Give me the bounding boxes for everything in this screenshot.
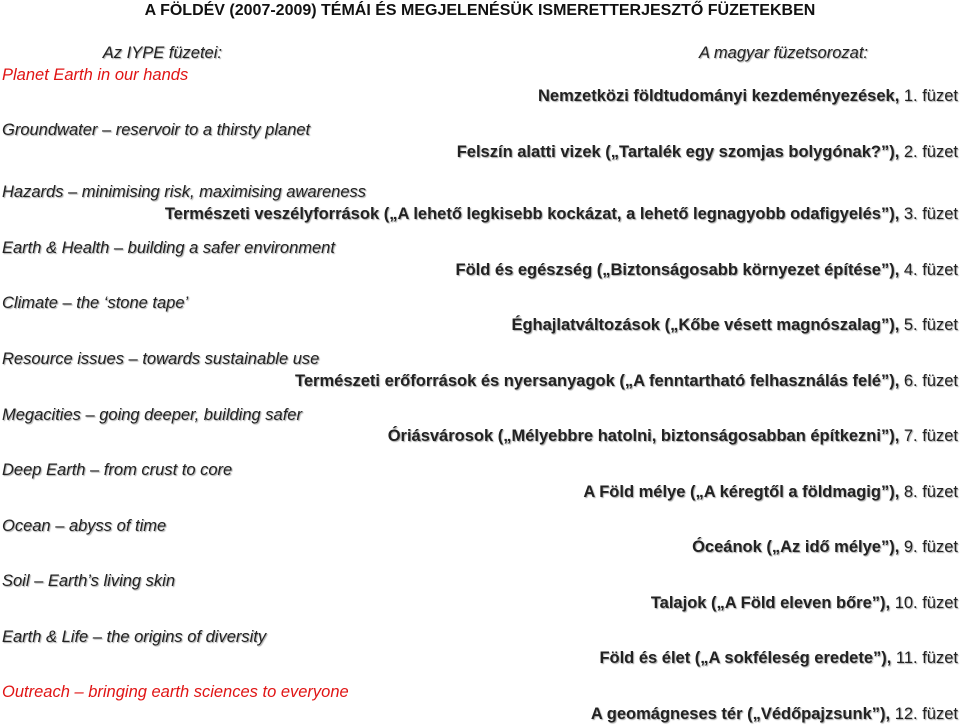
hu-title-text: Talajok („A Föld eleven bőre”), (650, 594, 891, 612)
hu-title-7 (388, 427, 958, 446)
hu-title-text: Éghajlatváltozások („Kőbe vésett magnószalag”), (511, 316, 900, 334)
hu-title-3 (165, 205, 958, 224)
en-title-12: Outreach – bringing earth sciences to everyone (2, 683, 349, 701)
hu-issue-number: 5. füzet (899, 316, 958, 334)
hu-title-8 (583, 483, 958, 502)
en-title-7: Megacities – going deeper, building safer (2, 406, 302, 424)
hu-issue-number: 6. füzet (899, 372, 958, 390)
hu-title-text: Nemzetközi földtudományi kezdeményezések, (538, 87, 900, 105)
hu-title-text: Felszín alatti vizek („Tartalék egy szomjas bolygónak?”), (456, 143, 900, 161)
hu-title-text: Föld és élet („A sokféleség eredete”), (599, 649, 892, 667)
hu-title-4 (456, 261, 958, 280)
en-title-6: Resource issues – towards sustainable use (2, 350, 320, 368)
hu-title-text: Óceánok („Az idő mélye”), (692, 538, 900, 556)
hu-title-text: Természeti erőforrások és nyersanyagok („A fenntartható felhasználás felé”), (295, 372, 900, 390)
hu-title-10 (651, 594, 958, 613)
hu-title-6 (295, 372, 958, 391)
hu-issue-number: 2. füzet (899, 143, 958, 161)
hu-issue-number: 1. füzet (899, 87, 958, 105)
hu-title-1 (538, 87, 958, 106)
en-title-2: Groundwater – reservoir to a thirsty planet (2, 121, 311, 139)
en-title-5: Climate – the ‘stone tape’ (2, 294, 189, 312)
header-iype: Az IYPE füzetei: (102, 44, 222, 62)
en-title-9: Ocean – abyss of time (2, 517, 167, 535)
hu-title-text: Óriásvárosok („Mélyebbre hatolni, biztonságosabban építkezni”), (387, 427, 900, 445)
hu-title-11 (599, 649, 958, 668)
hu-issue-number: 3. füzet (899, 205, 958, 223)
hu-title-12 (591, 705, 958, 724)
en-title-1: Planet Earth in our hands (2, 66, 189, 84)
hu-issue-number: 8. füzet (899, 483, 958, 501)
hu-issue-number: 12. füzet (890, 705, 958, 723)
hu-title-9 (692, 538, 958, 557)
header-hungarian-series: A magyar füzetsorozat: (698, 44, 868, 62)
en-title-11: Earth & Life – the origins of diversity (2, 628, 267, 646)
hu-issue-number: 7. füzet (899, 427, 958, 445)
hu-title-text: A Föld mélye („A kéregtől a földmagig”), (583, 483, 900, 501)
hu-title-text: A geomágneses tér („Védőpajzsunk”), (590, 705, 891, 723)
hu-title-text: Föld és egészség („Biztonságosabb környezet építése”), (455, 261, 900, 279)
hu-issue-number: 4. füzet (899, 261, 958, 279)
en-title-8: Deep Earth – from crust to core (2, 461, 233, 479)
hu-issue-number: 11. füzet (891, 649, 958, 667)
en-title-4: Earth & Health – building a safer environment (2, 239, 335, 257)
en-title-3: Hazards – minimising risk, maximising awareness (2, 183, 367, 201)
hu-title-5 (511, 316, 958, 335)
hu-title-2 (457, 143, 958, 162)
en-title-10: Soil – Earth’s living skin (2, 572, 176, 590)
page-title: A FÖLDÉV (2007-2009) TÉMÁI ÉS MEGJELENÉSÜK ISMERETTERJESZTŐ FÜZETEKBEN (144, 2, 816, 19)
hu-title-text: Természeti veszélyforrások („A lehető legkisebb kockázat, a lehető legnagyobb odafigyelés”), (164, 205, 900, 223)
hu-issue-number: 10. füzet (890, 594, 958, 612)
hu-issue-number: 9. füzet (899, 538, 958, 556)
